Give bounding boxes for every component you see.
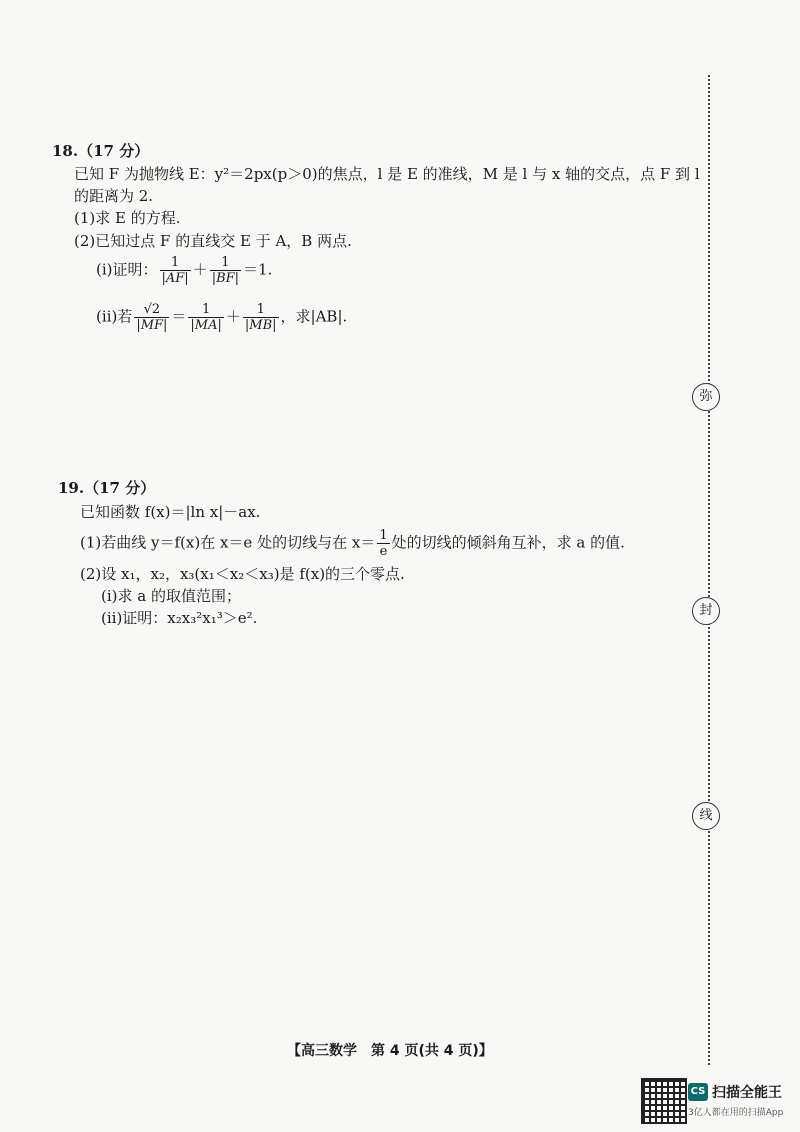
q18-part1: (1)求 E 的方程. bbox=[74, 209, 181, 227]
camscanner-logo: CS bbox=[688, 1083, 708, 1101]
q18-sub2-prefix: (ⅱ)若 bbox=[96, 307, 133, 326]
q18-sub2 bbox=[96, 302, 347, 333]
fraction-denominator: |AF| bbox=[161, 271, 189, 286]
q18-sub2-fraction-mf bbox=[134, 302, 169, 333]
fraction-denominator: |MA| bbox=[190, 318, 222, 333]
binding-dotted-line bbox=[708, 75, 710, 1065]
q18-header: 18.（17 分） bbox=[52, 142, 150, 160]
fraction-numerator: √2 bbox=[143, 302, 161, 317]
q19-part1-fraction bbox=[377, 528, 389, 559]
fraction-numerator: 1 bbox=[379, 528, 388, 543]
q19-sub1: (ⅰ)求 a 的取值范围； bbox=[101, 587, 241, 605]
q18-sub2-fraction-ma bbox=[188, 302, 223, 333]
page-footer: 【高三数学 第 4 页(共 4 页)】 bbox=[287, 1043, 493, 1059]
q18-part2: (2)已知过点 F 的直线交 E 于 A，B 两点. bbox=[74, 232, 352, 250]
qr-code-icon bbox=[641, 1078, 687, 1124]
q18-intro-line2: 的距离为 2. bbox=[74, 187, 154, 205]
q18-sub2-fraction-mb bbox=[243, 302, 279, 333]
q19-part2: (2)设 x₁，x₂，x₃(x₁＜x₂＜x₃)是 f(x)的三个零点. bbox=[80, 565, 405, 583]
fraction-numerator: 1 bbox=[221, 255, 230, 270]
fraction-denominator: |BF| bbox=[211, 271, 240, 286]
q19-header: 19.（17 分） bbox=[58, 479, 156, 497]
q18-sub1-fraction-bf bbox=[210, 255, 241, 286]
seal-char-mi: 弥 bbox=[692, 383, 720, 411]
fraction-denominator: |MF| bbox=[136, 318, 168, 333]
equals-sign: ＝ bbox=[171, 307, 187, 326]
q19-sub2: (ⅱ)证明：x₂x₃²x₁³＞e². bbox=[101, 609, 258, 627]
scanner-app-name: 扫描全能王 bbox=[712, 1085, 782, 1101]
fraction-numerator: 1 bbox=[256, 302, 265, 317]
q19-part1-suffix: 处的切线的倾斜角互补，求 a 的值. bbox=[391, 533, 625, 552]
q18-intro-line1: 已知 F 为抛物线 E：y²＝2px(p＞0)的焦点，l 是 E 的准线，M 是 l 与 x 轴的交点，点 F 到 l bbox=[74, 165, 700, 183]
plus-sign: ＋ bbox=[192, 260, 208, 279]
q18-sub1-fraction-af bbox=[160, 255, 191, 286]
seal-char-feng: 封 bbox=[692, 597, 720, 625]
seal-char-xian: 线 bbox=[692, 802, 720, 830]
q18-sub1-suffix: ＝1. bbox=[243, 260, 273, 279]
q19-intro: 已知函数 f(x)＝|ln x|－ax. bbox=[80, 503, 261, 521]
q19-part1 bbox=[80, 528, 625, 559]
fraction-numerator: 1 bbox=[170, 255, 180, 270]
q18-sub1 bbox=[96, 255, 272, 286]
q18-sub2-suffix: ，求|AB|. bbox=[280, 307, 348, 326]
fraction-numerator: 1 bbox=[202, 302, 211, 317]
q19-part1-prefix: (1)若曲线 y＝f(x)在 x＝e 处的切线与在 x＝ bbox=[80, 533, 376, 552]
q18-sub1-prefix: (ⅰ)证明： bbox=[96, 260, 158, 279]
fraction-denominator: |MB| bbox=[244, 318, 277, 333]
fraction-denominator: e bbox=[377, 543, 389, 559]
scanner-tagline: 3亿人都在用的扫描App bbox=[688, 1108, 784, 1118]
plus-sign: ＋ bbox=[225, 307, 241, 326]
